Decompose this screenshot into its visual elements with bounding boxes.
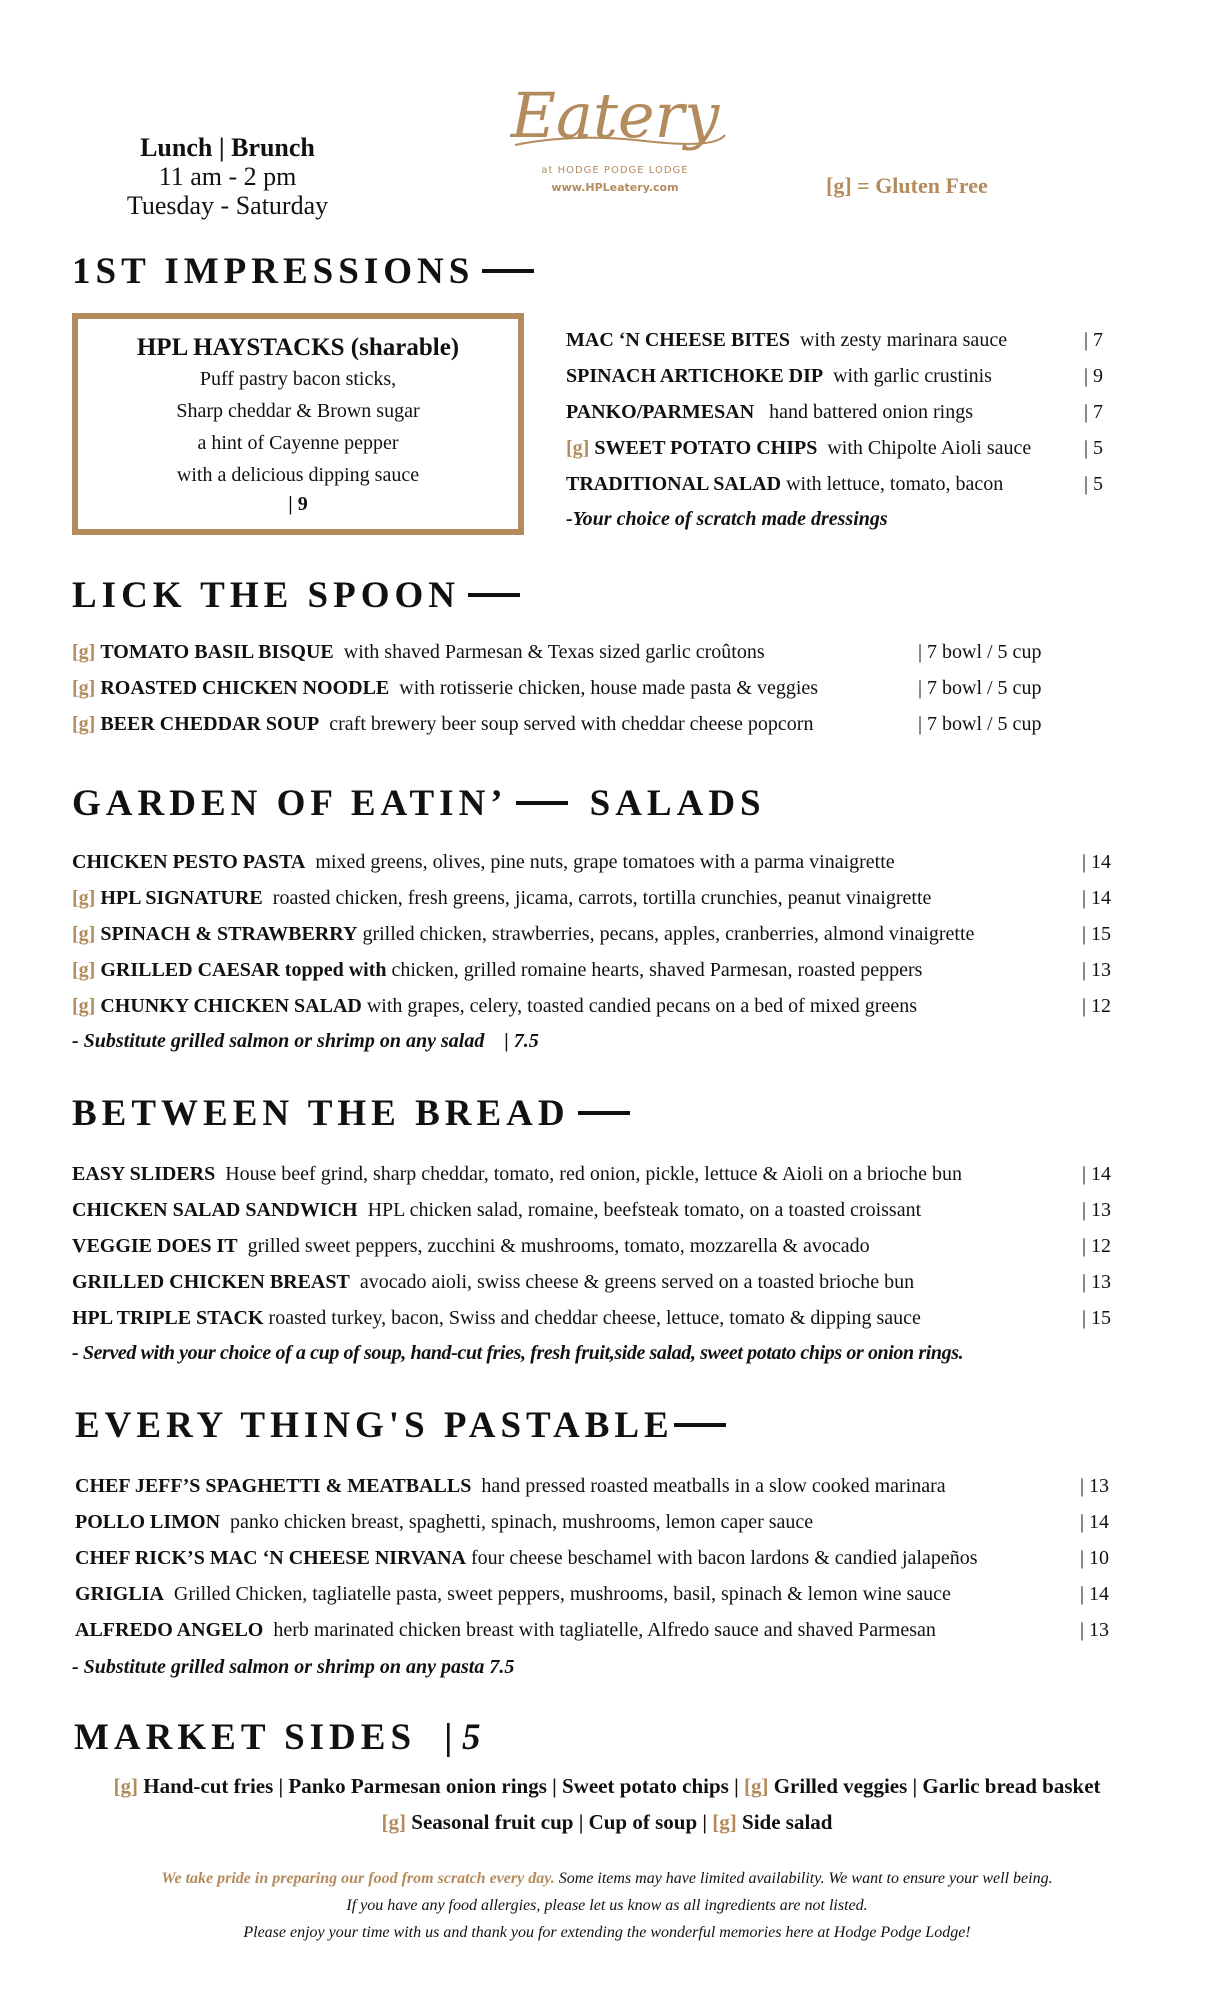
section-title: GARDEN OF EATIN’ (72, 783, 508, 824)
menu-item (75, 1474, 1110, 1498)
item-name: CHUNKY CHICKEN SALAD (100, 995, 362, 1017)
heading-rule (468, 593, 520, 597)
sides-line-1 (0, 1768, 1214, 1804)
section-subtitle: SALADS (589, 783, 766, 824)
item-desc: with rotisserie chicken, house made pasta & veggies (399, 677, 819, 699)
gluten-free-tag: [g] (72, 677, 96, 699)
feature-desc-4: with a delicious dipping sauce (176, 464, 420, 486)
item-price: | 7 bowl / 5 cup (918, 677, 1042, 699)
item-name: CHICKEN PESTO PASTA (72, 851, 306, 873)
gluten-free-tag: [g] (113, 1774, 138, 1798)
item-name: BEER CHEDDAR SOUP (100, 713, 320, 735)
menu-item (566, 328, 1104, 352)
section-garden-salads (72, 782, 766, 825)
menu-item (72, 994, 1112, 1018)
item-price: | 12 (1082, 1235, 1112, 1257)
item-price: | 14 (1082, 851, 1112, 873)
section-market-sides (74, 1716, 480, 1759)
footer-line-2: If you have any food allergies, please let us know as all ingredients are not listed. (346, 1897, 868, 1914)
section-pastable (75, 1404, 726, 1447)
feature-desc-1: Puff pastry bacon sticks, (199, 368, 397, 390)
menu-item (72, 1306, 1112, 1330)
menu-item (72, 850, 1112, 874)
item-price: | 10 (1080, 1547, 1110, 1569)
item-price: | 13 (1080, 1619, 1110, 1641)
eatery-logo (495, 75, 735, 205)
gluten-free-tag: [g] (72, 641, 96, 663)
section-first-impressions (72, 250, 534, 293)
item-price: | 13 (1082, 1199, 1112, 1221)
section-between-the-bread (72, 1092, 630, 1135)
footer-line-3: Please enjoy your time with us and thank you for extending the wonderful memories here at Hodge Podge Lodge! (243, 1924, 971, 1941)
sides-text: Grilled veggies | Garlic bread basket (768, 1774, 1101, 1798)
menu-item (566, 364, 1104, 388)
item-desc: roasted chicken, fresh greens, jicama, carrots, tortilla crunchies, peanut vinaigrette (272, 887, 932, 909)
section-price: | 5 (444, 1717, 481, 1758)
dressing-note: -Your choice of scratch made dressings (566, 508, 888, 530)
item-desc: with zesty marinara sauce (799, 329, 1008, 351)
item-name: ALFREDO ANGELO (75, 1619, 264, 1641)
feature-price: | 9 (288, 493, 308, 515)
item-price: | 15 (1082, 923, 1112, 945)
logo-sub: at HODGE PODGE LODGE (541, 165, 689, 176)
menu-item (72, 1234, 1112, 1258)
item-name: SPINACH ARTICHOKE DIP (566, 365, 824, 387)
item-desc: House beef grind, sharp cheddar, tomato, red onion, pickle, lettuce & Aioli on a brioche bun (225, 1163, 962, 1185)
item-price: | 7 bowl / 5 cup (918, 713, 1042, 735)
menu-item (72, 958, 1112, 982)
salad-substitute-note (72, 1030, 539, 1053)
menu-item (566, 400, 1104, 424)
item-name: ROASTED CHICKEN NOODLE (100, 677, 390, 699)
footer-line-1 (0, 1865, 1214, 1892)
item-price: | 14 (1080, 1583, 1110, 1605)
gluten-free-tag: [g] (381, 1810, 407, 1834)
item-price: | 7 bowl / 5 cup (918, 641, 1042, 663)
pasta-substitute-note: - Substitute grilled salmon or shrimp on any pasta 7.5 (72, 1656, 515, 1678)
item-name: GRIGLIA (75, 1583, 164, 1605)
menu-item (72, 640, 1042, 664)
footer-highlight: We take pride in preparing our food from scratch every day. (161, 1870, 555, 1887)
item-name: CHEF RICK’S MAC ‘N CHEESE NIRVANA (75, 1547, 466, 1569)
item-price: | 9 (1084, 365, 1104, 387)
item-desc: avocado aioli, swiss cheese & greens served on a toasted brioche bun (359, 1271, 915, 1293)
hours-title: Lunch | Brunch (140, 133, 315, 162)
heading-rule (674, 1423, 726, 1427)
item-name: POLLO LIMON (75, 1511, 221, 1533)
logo-script: Eatery (510, 79, 720, 152)
gluten-free-tag: [g] (72, 959, 96, 981)
menu-item (72, 1270, 1112, 1294)
menu-item (566, 472, 1104, 496)
item-price: | 15 (1082, 1307, 1112, 1329)
item-desc: panko chicken breast, spaghetti, spinach, mushrooms, lemon caper sauce (230, 1511, 814, 1533)
item-name: HPL TRIPLE STACK (72, 1307, 264, 1329)
item-price: | 13 (1082, 1271, 1112, 1293)
gluten-free-tag: [g] (72, 995, 96, 1017)
item-name: HPL SIGNATURE (100, 887, 263, 909)
item-name: GRILLED CAESAR topped with (100, 959, 387, 981)
feature-title: HPL HAYSTACKS (sharable) (136, 334, 460, 361)
footer-notice (0, 1865, 1214, 1946)
item-desc: with shaved Parmesan & Texas sized garlic croûtons (343, 641, 765, 663)
heading-rule (578, 1111, 630, 1115)
item-price: | 13 (1082, 959, 1112, 981)
item-price: | 5 (1084, 437, 1104, 459)
item-desc: grilled sweet peppers, zucchini & mushrooms, tomato, mozzarella & avocado (247, 1235, 870, 1257)
item-desc: Grilled Chicken, tagliatelle pasta, sweet peppers, mushrooms, basil, spinach & lemon wine sauce (173, 1583, 951, 1605)
item-price: | 13 (1080, 1475, 1110, 1497)
menu-item (72, 886, 1112, 910)
item-price: | 14 (1082, 1163, 1112, 1185)
item-desc: mixed greens, olives, pine nuts, grape tomatoes with a parma vinaigrette (315, 851, 895, 873)
item-name: SWEET POTATO CHIPS (594, 437, 818, 459)
heading-rule (516, 801, 568, 805)
sides-list (0, 1768, 1214, 1840)
item-desc: with lettuce, tomato, bacon (786, 473, 1004, 495)
gluten-free-tag: [g] (72, 713, 96, 735)
menu-item (75, 1546, 1110, 1570)
item-name: CHEF JEFF’S SPAGHETTI & MEATBALLS (75, 1475, 472, 1497)
menu-item (72, 1198, 1112, 1222)
gluten-free-tag: [g] (566, 437, 590, 459)
section-title: MARKET SIDES (74, 1717, 417, 1758)
section-title: 1ST IMPRESSIONS (72, 251, 475, 292)
haystacks-feature-box (72, 313, 524, 535)
footer-line-1-rest: Some items may have limited availability. We want to ensure your well being. (554, 1870, 1053, 1887)
gluten-free-tag: [g] (743, 1774, 769, 1798)
section-lick-the-spoon (72, 574, 520, 617)
heading-rule (482, 269, 534, 273)
item-desc: roasted turkey, bacon, Swiss and cheddar cheese, lettuce, tomato & dipping sauce (268, 1307, 921, 1329)
item-name: PANKO/PARMESAN (566, 401, 755, 423)
menu-item (72, 712, 1042, 736)
item-price: | 14 (1080, 1511, 1110, 1533)
item-desc: hand battered onion rings (769, 401, 973, 423)
logo-url[interactable]: www.HPLeatery.com (551, 181, 679, 194)
menu-item (75, 1618, 1110, 1642)
item-desc: hand pressed roasted meatballs in a slow cooked marinara (481, 1475, 946, 1497)
item-desc: chicken, grilled romaine hearts, shaved Parmesan, roasted peppers (391, 959, 923, 981)
item-name: SPINACH & STRAWBERRY (100, 923, 358, 945)
item-price: | 14 (1082, 887, 1112, 909)
item-desc: grilled chicken, strawberries, pecans, apples, cranberries, almond vinaigrette (362, 923, 975, 945)
item-name: TRADITIONAL SALAD (566, 473, 782, 495)
note-price: | 7.5 (504, 1030, 539, 1052)
hours-time: 11 am - 2 pm (158, 162, 297, 191)
section-title: EVERY THING'S PASTABLE (75, 1405, 674, 1446)
item-name: MAC ‘N CHEESE BITES (566, 329, 790, 351)
section-title: BETWEEN THE BREAD (72, 1093, 570, 1134)
item-name: EASY SLIDERS (72, 1163, 216, 1185)
section-title: LICK THE SPOON (72, 575, 461, 616)
hours-days: Tuesday - Saturday (126, 191, 329, 220)
menu-item (72, 676, 1042, 700)
item-desc: with garlic crustinis (833, 365, 992, 387)
gluten-free-legend: [g] = Gluten Free (826, 173, 988, 198)
feature-desc-2: Sharp cheddar & Brown sugar (176, 400, 420, 422)
sandwich-sides-note: - Served with your choice of a cup of soup, hand-cut fries, fresh fruit,side salad, sweet potato chips or onion rings. (72, 1342, 964, 1364)
item-desc: with Chipolte Aioli sauce (827, 437, 1032, 459)
item-desc: four cheese beschamel with bacon lardons & candied jalapeños (471, 1547, 978, 1569)
item-price: | 5 (1084, 473, 1104, 495)
item-desc: herb marinated chicken breast with tagliatelle, Alfredo sauce and shaved Parmesan (273, 1619, 936, 1641)
item-name: TOMATO BASIL BISQUE (100, 641, 334, 663)
sides-text: Hand-cut fries | Panko Parmesan onion rings | Sweet potato chips | (137, 1774, 744, 1798)
menu-item (72, 1162, 1112, 1186)
feature-desc-3: a hint of Cayenne pepper (197, 432, 399, 454)
sides-text: Seasonal fruit cup | Cup of soup | (406, 1810, 713, 1834)
note-text: - Substitute grilled salmon or shrimp on any salad (72, 1030, 485, 1052)
sides-text: Side salad (736, 1810, 833, 1834)
item-name: GRILLED CHICKEN BREAST (72, 1271, 350, 1293)
item-desc: with grapes, celery, toasted candied pecans on a bed of mixed greens (366, 995, 917, 1017)
item-name: VEGGIE DOES IT (72, 1235, 238, 1257)
item-name: CHICKEN SALAD SANDWICH (72, 1199, 358, 1221)
item-desc: HPL chicken salad, romaine, beefsteak tomato, on a toasted croissant (367, 1199, 922, 1221)
gluten-free-tag: [g] (72, 923, 96, 945)
gluten-free-tag: [g] (712, 1810, 737, 1834)
gluten-free-tag: [g] (72, 887, 96, 909)
item-price: | 12 (1082, 995, 1112, 1017)
hours-block (95, 133, 360, 220)
item-price: | 7 (1084, 401, 1104, 423)
item-price: | 7 (1084, 329, 1104, 351)
menu-item (566, 436, 1104, 460)
menu-item (75, 1510, 1110, 1534)
menu-item (72, 922, 1112, 946)
item-desc: craft brewery beer soup served with cheddar cheese popcorn (329, 713, 814, 735)
sides-line-2 (0, 1804, 1214, 1840)
menu-item (75, 1582, 1110, 1606)
